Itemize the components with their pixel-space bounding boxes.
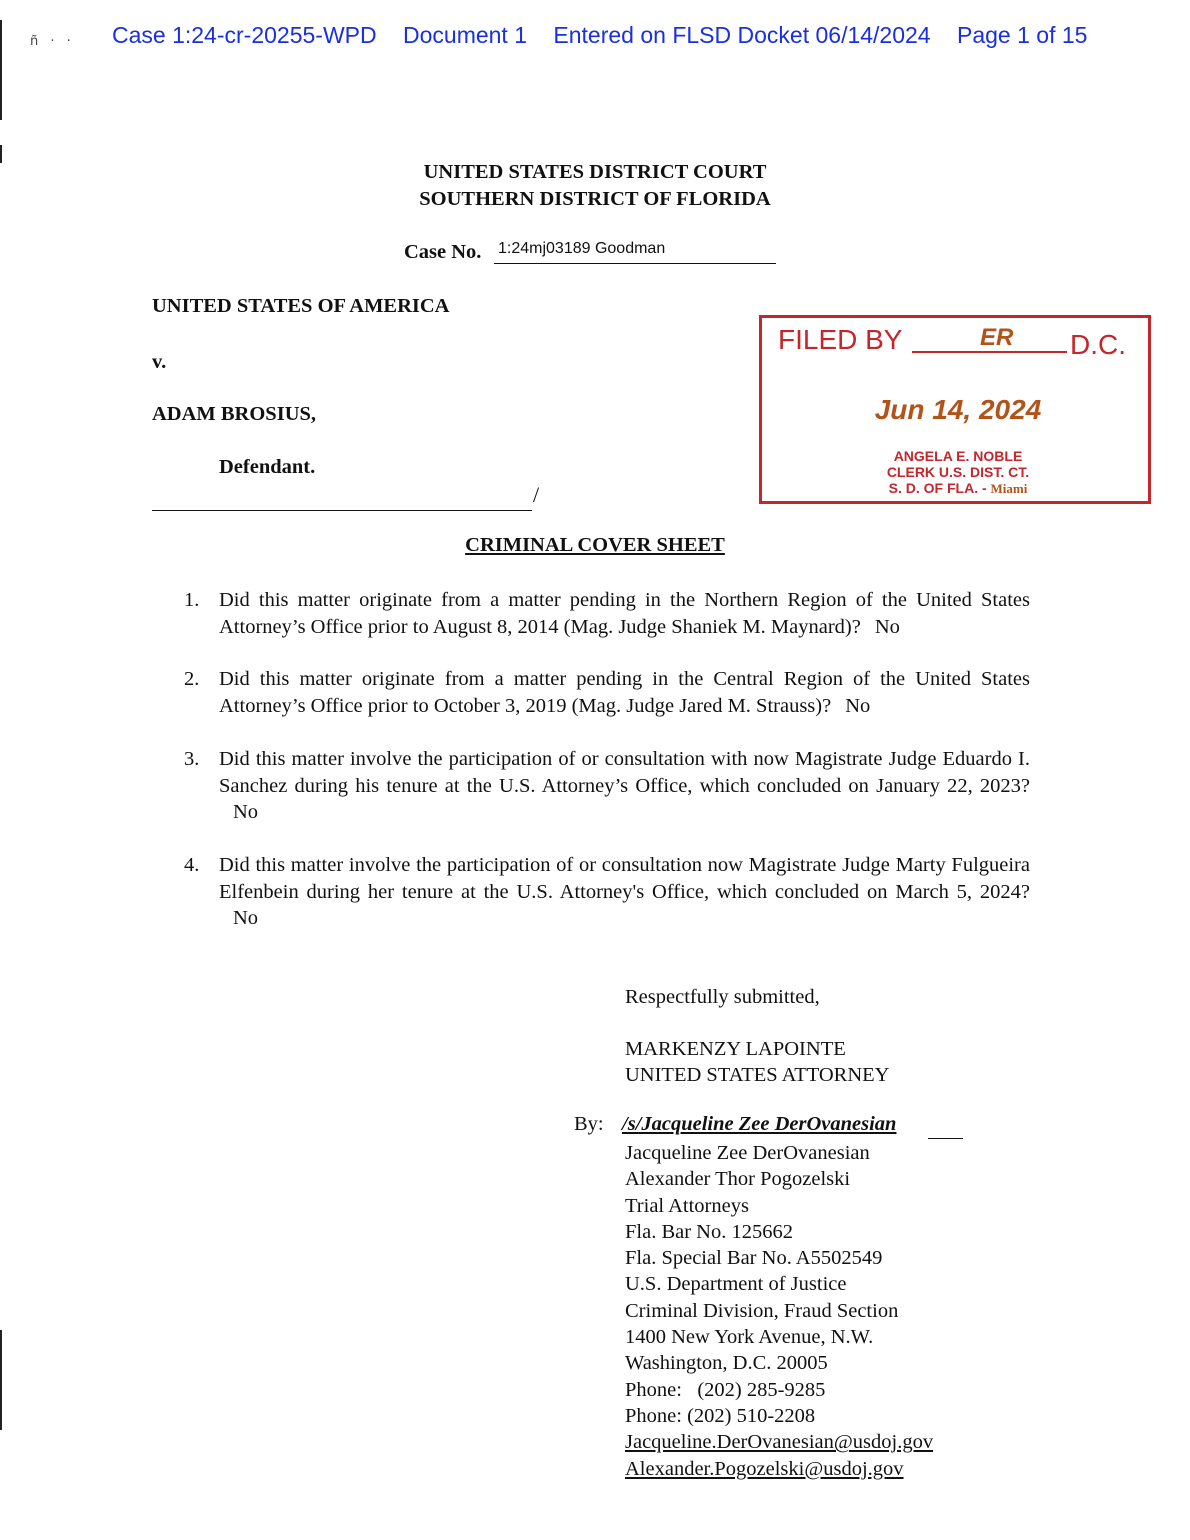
attorney-role: Trial Attorneys — [625, 1194, 749, 1217]
attorney-1: Jacqueline Zee DerOvanesian — [625, 1142, 870, 1164]
question-text: Did this matter involve the participation of or consultation with now Magistrate Judge Eduardo I. Sanchez during his tenure at the U.S. Attorney’s Office, which concluded on January 22, 2023? — [219, 748, 1030, 797]
stamp-initials: ER — [980, 324, 1014, 351]
attorney-title: UNITED STATES ATTORNEY — [625, 1064, 890, 1086]
question-text: Did this matter involve the participation of or consultation now Magistrate Judge Marty Fulgueira Elfenbein during her tenure at the U.S. Attorney's Office, which concluded on March 5, 2024? — [219, 854, 1030, 903]
stamp-district-text: S. D. OF FLA. - — [888, 480, 987, 496]
email-link-1[interactable]: Jacqueline.DerOvanesian@usdoj.gov — [625, 1431, 934, 1454]
defendant-label: Defendant. — [219, 456, 316, 478]
stamp-dc: D.C. — [1070, 329, 1126, 360]
question-number: 3. — [184, 748, 200, 770]
document-title: CRIMINAL COVER SHEET — [465, 534, 725, 556]
caption-slash: / — [533, 482, 540, 507]
email-link-2[interactable]: Alexander.Pogozelski@usdoj.gov — [625, 1457, 904, 1480]
versus-label: v. — [152, 351, 167, 373]
closing-line: Respectfully submitted, — [625, 986, 820, 1008]
question-item — [184, 852, 1030, 932]
phone-1: Phone: (202) 285-9285 — [625, 1378, 826, 1401]
plaintiff-name: UNITED STATES OF AMERICA — [152, 295, 450, 317]
division: Criminal Division, Fraud Section — [625, 1299, 899, 1322]
stamp-filed-by: FILED BY — [778, 324, 903, 355]
question-answer: No — [233, 907, 259, 930]
attorney-2: Alexander Thor Pogozelski — [625, 1168, 851, 1191]
court-name: UNITED STATES DISTRICT COURT — [423, 161, 767, 183]
special-bar-number: Fla. Special Bar No. A5502549 — [625, 1247, 883, 1270]
case-number-header: Case 1:24-cr-20255-WPD — [112, 22, 377, 48]
question-number: 2. — [184, 668, 200, 690]
street-address: 1400 New York Avenue, N.W. — [625, 1326, 874, 1349]
document-number-header: Document 1 — [403, 22, 528, 48]
signature-details — [625, 1140, 933, 1482]
docket-header — [112, 22, 1107, 49]
bar-number: Fla. Bar No. 125662 — [625, 1220, 793, 1243]
question-item — [184, 666, 1030, 719]
department: U.S. Department of Justice — [625, 1273, 847, 1296]
stamp-clerk-name: ANGELA E. NOBLE — [893, 448, 1023, 464]
question-item — [184, 746, 1030, 826]
attorney-name: MARKENZY LAPOINTE — [625, 1038, 846, 1060]
case-number-label: Case No. — [404, 241, 482, 263]
page-indicator: Page 1 of 15 — [956, 22, 1088, 48]
question-answer: No — [845, 694, 871, 717]
stamp-clerk-title: CLERK U.S. DIST. CT. — [886, 464, 1030, 480]
question-number: 1. — [184, 589, 200, 611]
question-text: Did this matter originate from a matter pending in the Northern Region of the United States Attorney’s Office prior to August 8, 2014 (Mag. Judge Shaniek M. Maynard)? — [219, 589, 1030, 638]
question-item — [184, 587, 1030, 640]
stamp-city: Miami — [990, 481, 1028, 496]
stamp-date: Jun 14, 2024 — [874, 394, 1042, 425]
question-text: Did this matter originate from a matter pending in the Central Region of the United States Attorney’s Office prior to October 3, 2019 (Mag. Judge Jared M. Strauss)? — [219, 668, 1030, 717]
electronic-signature: /s/Jacqueline Zee DerOvanesian — [622, 1113, 897, 1135]
entered-on-header: Entered on FLSD Docket 06/14/2024 — [553, 22, 931, 48]
by-label: By: — [574, 1113, 604, 1135]
caption-rule — [152, 510, 532, 511]
court-district: SOUTHERN DISTRICT OF FLORIDA — [419, 188, 771, 210]
scan-edge-line — [0, 1330, 2, 1430]
phone-2: Phone: (202) 510-2208 — [625, 1404, 816, 1427]
question-answer: No — [874, 615, 900, 638]
case-number-value: 1:24mj03189 Goodman — [494, 240, 776, 264]
question-answer: No — [233, 801, 259, 824]
question-number: 4. — [184, 854, 200, 876]
defendant-name: ADAM BROSIUS, — [152, 403, 317, 425]
stamp-district — [762, 480, 1154, 497]
city-address: Washington, D.C. 20005 — [625, 1352, 828, 1375]
signature-line — [928, 1116, 963, 1139]
scan-marks: ñ · · — [30, 34, 75, 49]
filed-stamp — [759, 315, 1151, 504]
scan-edge-line — [0, 20, 2, 120]
